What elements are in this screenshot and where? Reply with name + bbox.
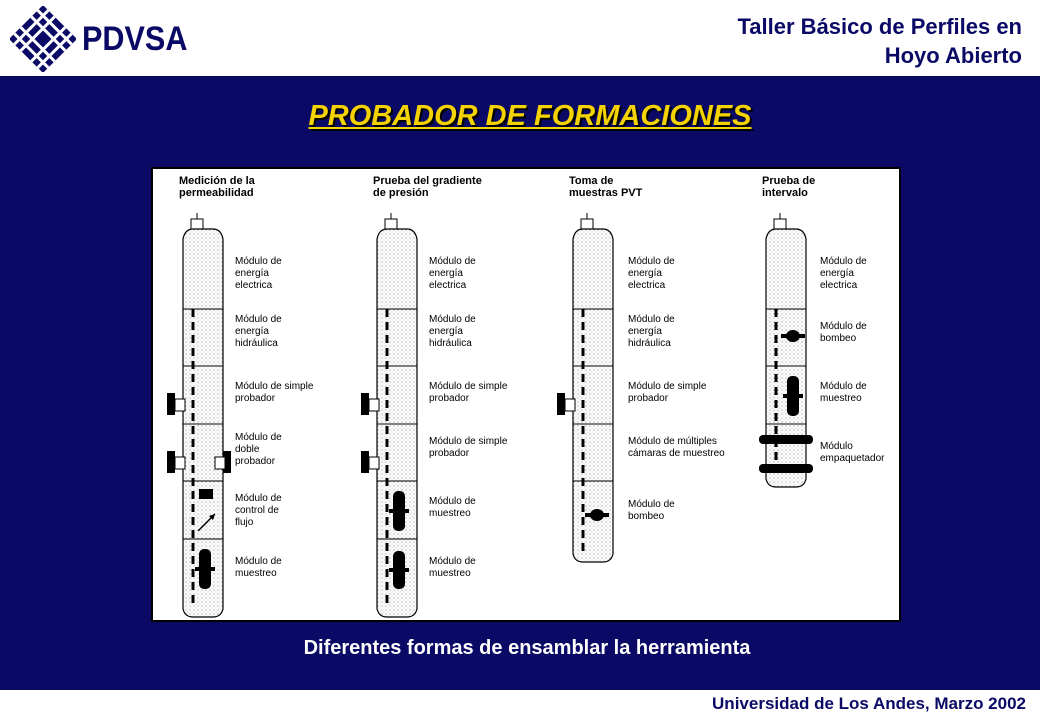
module-label-line: Módulo de bbox=[429, 256, 476, 267]
tool-column-2 bbox=[373, 175, 508, 617]
probe-arm bbox=[175, 457, 185, 469]
module-label-line: cámaras de muestreo bbox=[628, 448, 725, 459]
module-label-line: doble bbox=[235, 444, 260, 455]
pdvsa-logo-icon bbox=[10, 6, 76, 72]
probe-pad bbox=[167, 393, 175, 415]
tool-column-1 bbox=[179, 175, 314, 617]
figure-caption: Diferentes formas de ensamblar la herramienta bbox=[303, 637, 751, 659]
module-label-line: Módulo de bbox=[820, 381, 867, 392]
module-label-line: Módulo de bbox=[235, 432, 282, 443]
packer-lower bbox=[759, 464, 813, 473]
tool-header-line: de presión bbox=[373, 187, 429, 199]
probe-pad bbox=[167, 451, 175, 473]
module-label-line: electrica bbox=[628, 280, 666, 291]
module-label-line: Módulo de bbox=[429, 314, 476, 325]
module-label-line: Módulo de bbox=[820, 321, 867, 332]
footer-text: Universidad de Los Andes, Marzo 2002 bbox=[712, 694, 1026, 713]
probe-arm bbox=[565, 399, 575, 411]
module-label-line: Módulo de bbox=[628, 256, 675, 267]
probe-arm bbox=[369, 399, 379, 411]
module-label-line: Módulo de bbox=[235, 556, 282, 567]
module-label-line: hidráulica bbox=[628, 338, 671, 349]
tool-assembly-diagram bbox=[151, 167, 901, 622]
module-label-line: energía bbox=[820, 268, 854, 279]
workshop-title-line1: Taller Básico de Perfiles en bbox=[737, 14, 1022, 39]
packer-upper bbox=[759, 435, 813, 444]
module-label-line: muestreo bbox=[429, 508, 471, 519]
module-label-line: energía bbox=[235, 326, 269, 337]
module-label-line: bombeo bbox=[628, 511, 665, 522]
module-label-line: muestreo bbox=[820, 393, 862, 404]
module-label-line: muestreo bbox=[235, 568, 277, 579]
module-label-line: energía bbox=[628, 326, 662, 337]
module-label-line: control de bbox=[235, 505, 279, 516]
tool-header-line: permeabilidad bbox=[179, 187, 254, 199]
module-label-line: energía bbox=[235, 268, 269, 279]
module-label-line: Módulo de simple bbox=[429, 436, 508, 447]
tool-header-line: Prueba del gradiente bbox=[373, 175, 482, 187]
slide-title: PROBADOR DE FORMACIONES bbox=[308, 100, 752, 132]
module-label-line: hidráulica bbox=[429, 338, 472, 349]
module-label-line: probador bbox=[628, 393, 669, 404]
module-label-line: energía bbox=[628, 268, 662, 279]
probe-pad bbox=[557, 393, 565, 415]
header-bar bbox=[0, 0, 1040, 76]
module-label-line: Módulo de bbox=[235, 493, 282, 504]
module-label-line: probador bbox=[235, 456, 276, 467]
probe-pad bbox=[361, 451, 369, 473]
module-label-line: Módulo de bbox=[429, 496, 476, 507]
module-label-line: Módulo de simple bbox=[628, 381, 707, 392]
module-label-line: empaquetador bbox=[820, 453, 885, 464]
diagram-canvas bbox=[153, 169, 899, 620]
footer-bar bbox=[0, 690, 1040, 720]
workshop-title-line2: Hoyo Abierto bbox=[884, 43, 1022, 68]
module-label-line: Módulo de bbox=[628, 314, 675, 325]
module-label-line: Módulo de bbox=[628, 499, 675, 510]
module-label-line: bombeo bbox=[820, 333, 857, 344]
probe-arm bbox=[175, 399, 185, 411]
module-label-line: Módulo de múltiples bbox=[628, 436, 717, 447]
tool-column-3 bbox=[569, 175, 725, 562]
tool-header-line: Medición de la bbox=[179, 175, 255, 187]
module-label-line: probador bbox=[429, 448, 470, 459]
module-label-line: hidráulica bbox=[235, 338, 278, 349]
module-label-line: probador bbox=[429, 393, 470, 404]
flow-control-valve bbox=[199, 489, 213, 499]
tool-header-line: Toma de bbox=[569, 175, 614, 187]
module-label-line: electrica bbox=[429, 280, 467, 291]
module-label-line: Módulo de simple bbox=[235, 381, 314, 392]
module-label-line: probador bbox=[235, 393, 276, 404]
module-label-line: flujo bbox=[235, 517, 254, 528]
probe-arm bbox=[215, 457, 225, 469]
module-label-line: Módulo de simple bbox=[429, 381, 508, 392]
module-label-line: Módulo de bbox=[820, 256, 867, 267]
module-label-line: electrica bbox=[235, 280, 273, 291]
tool-header-line: intervalo bbox=[762, 187, 808, 199]
module-label-line: muestreo bbox=[429, 568, 471, 579]
module-label-line: Módulo de bbox=[235, 314, 282, 325]
module-label-line: Módulo bbox=[820, 441, 853, 452]
module-label-line: energía bbox=[429, 326, 463, 337]
pump-rotor bbox=[786, 330, 800, 342]
workshop-title bbox=[738, 12, 1023, 70]
module-label-line: Módulo de bbox=[429, 556, 476, 567]
tool-header-line: muestras PVT bbox=[569, 187, 643, 199]
module-label-line: Módulo de bbox=[235, 256, 282, 267]
pump-rotor bbox=[590, 509, 604, 521]
probe-pad bbox=[361, 393, 369, 415]
probe-arm bbox=[369, 457, 379, 469]
module-label-line: energía bbox=[429, 268, 463, 279]
module-label-line: electrica bbox=[820, 280, 858, 291]
brand-name: PDVSA bbox=[82, 20, 188, 58]
tool-body bbox=[766, 229, 806, 487]
tool-header-line: Prueba de bbox=[762, 175, 816, 187]
